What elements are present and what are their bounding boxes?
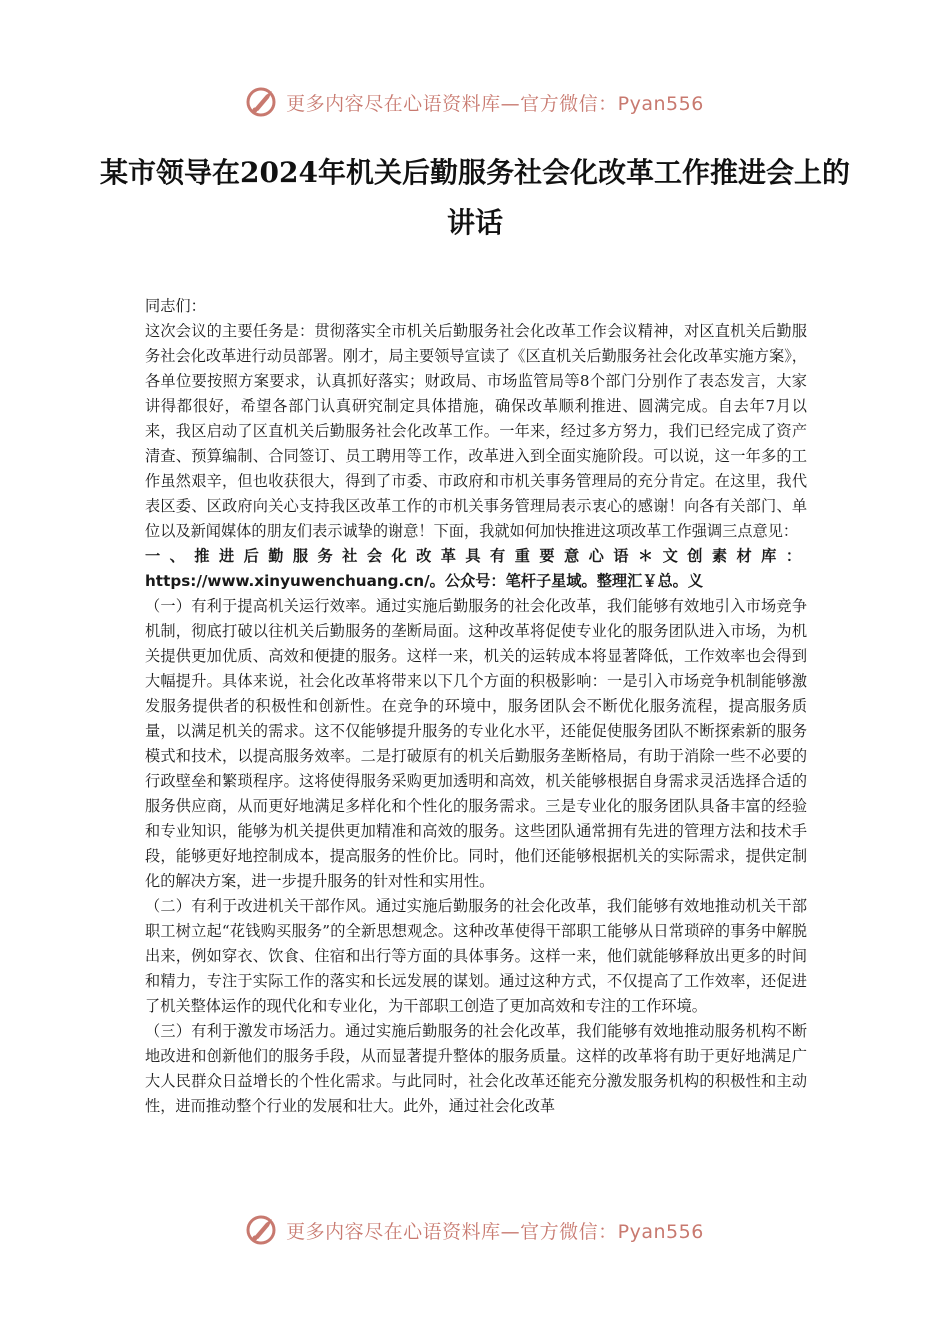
watermark-bottom (0, 1210, 950, 1250)
watermark-text: 更多内容尽在心语资料库—官方微信：Pyan556 (286, 1220, 704, 1243)
paragraph-2: （二）有利于改进机关干部作风。通过实施后勤服务的社会化改革，我们能够有效地推动机关干部职工树立起“花钱购买服务”的全新思想观念。这种改革使得干部职工能够从日常琐碎的事务中解脱出来，例如穿衣、饮食、住宿和出行等方面的具体事务。这样一来，他们就能够释放出更多的时间和精力，专注于实际工作的落实和长远发展的谋划。通过这种方式，不仅提高了工作效率，还促进了机关整体运作的现代化和专业化，为干部职工创造了更加高效和专注的工作环境。 (145, 897, 807, 1015)
watermark-text: 更多内容尽在心语资料库—官方微信：Pyan556 (286, 92, 704, 115)
salutation: 同志们： (145, 297, 206, 315)
document-body (145, 294, 807, 1119)
brush-logo-icon (246, 85, 280, 119)
brush-logo-icon (246, 1213, 280, 1247)
page-title: 某市领导在2024年机关后勤服务社会化改革工作推进会上的讲话 (100, 156, 850, 239)
intro-paragraph: 这次会议的主要任务是：贯彻落实全市机关后勤服务社会化改革工作会议精神，对区直机关后勤服务社会化改革进行动员部署。刚才，局主要领导宣读了《区直机关后勤服务社会化改革实施方案》，各单位要按照方案要求，认真抓好落实；财政局、市场监管局等8个部门分别作了表态发言，大家讲得都很好，希望各部门认真研究制定具体措施，确保改革顺利推进、圆满完成。自去年7月以来，我区启动了区直机关后勤服务社会化改革工作。一年来，经过多方努力，我们已经完成了资产清查、预算编制、合同签订、员工聘用等工作，改革进入到全面实施阶段。可以说，这一年多的工作虽然艰辛，但也收获很大，得到了市委、市政府和市机关事务管理局的充分肯定。在这里，我代表区委、区政府向关心支持我区改革工作的市机关事务管理局表示衷心的感谢！向各有关部门、单位以及新闻媒体的朋友们表示诚挚的谢意！下面，我就如何加快推进这项改革工作强调三点意见： (145, 322, 807, 540)
section-heading-1 (145, 544, 807, 594)
paragraph-3: （三）有利于激发市场活力。通过实施后勤服务的社会化改革，我们能够有效地推动服务机构不断地改进和创新他们的服务手段，从而显著提升整体的服务质量。这样的改革将有助于更好地满足广大人民群众日益增长的个性化需求。与此同时，社会化改革还能充分激发服务机构的积极性和主动性，进而推动整个行业的发展和壮大。此外，通过社会化改革 (145, 1022, 807, 1115)
paragraph-1: （一）有利于提高机关运行效率。通过实施后勤服务的社会化改革，我们能够有效地引入市场竞争机制，彻底打破以往机关后勤服务的垄断局面。这种改革将促使专业化的服务团队进入市场，为机关提供更加优质、高效和便捷的服务。这样一来，机关的运转成本将显著降低，工作效率也会得到大幅提升。具体来说，社会化改革将带来以下几个方面的积极影响：一是引入市场竞争机制能够激发服务提供者的积极性和创新性。在竞争的环境中，服务团队会不断优化服务流程，提高服务质量，以满足机关的需求。这不仅能够提升服务的专业化水平，还能促使服务团队不断探索新的服务模式和技术，以提高服务效率。二是打破原有的机关后勤服务垄断格局，有助于消除一些不必要的行政壁垒和繁琐程序。这将使得服务采购更加透明和高效，机关能够根据自身需求灵活选择合适的服务供应商，从而更好地满足多样化和个性化的服务需求。三是专业化的服务团队具备丰富的经验和专业知识，能够为机关提供更加精准和高效的服务。这些团队通常拥有先进的管理方法和技术手段，能够更好地控制成本，提高服务的性价比。同时，他们还能够根据机关的实际需求，提供定制化的解决方案，进一步提升服务的针对性和实用性。 (145, 597, 807, 890)
watermark-top (0, 82, 950, 122)
section-heading-1-text: 一、推进后勤服务社会化改革具有重要意心语＊文创素材库： (145, 547, 807, 565)
section-heading-1-url: https://www.xinyuwenchuang.cn/。公众号：笔杆子星域。整理汇￥总。义 (145, 572, 704, 590)
